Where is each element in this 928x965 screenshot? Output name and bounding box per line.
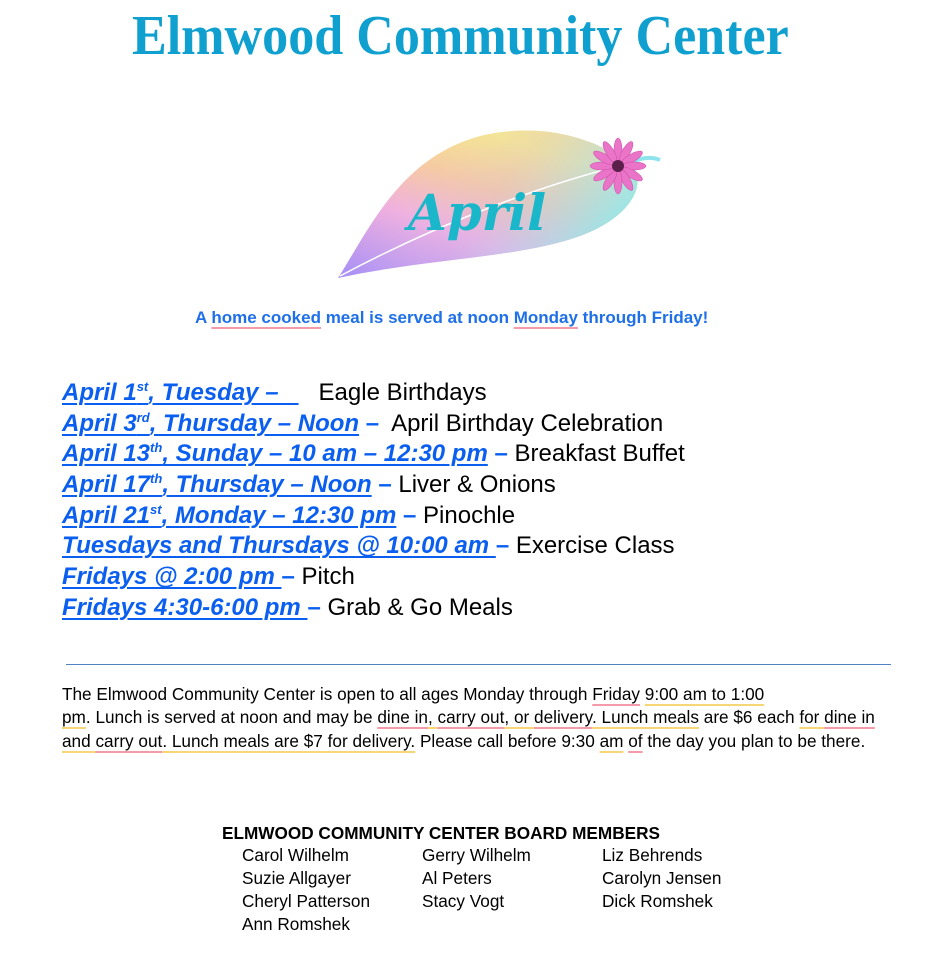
- event-title: Grab & Go Meals: [327, 593, 513, 621]
- event-when: April 1st, Tuesday –: [62, 379, 299, 406]
- event-item: [62, 470, 685, 501]
- event-item: [62, 378, 685, 409]
- board-member: Stacy Vogt: [422, 891, 505, 911]
- tagline-monday: Monday: [513, 308, 578, 327]
- tagline-home-cooked: home cooked: [211, 308, 321, 327]
- board-title: ELMWOOD COMMUNITY CENTER BOARD MEMBERS: [222, 823, 660, 843]
- event-when: Fridays @ 2:00 pm: [62, 563, 282, 591]
- board-member: Liz Behrends: [602, 845, 703, 865]
- event-item: [62, 593, 685, 624]
- event-dash: –: [307, 593, 328, 621]
- event-when: Fridays 4:30-6:00 pm: [62, 593, 308, 621]
- info-paragraph: The Elmwood Community Center is open to all ages Monday through Friday 9:00 am to 1:00 pm. Lunch is served at noon and may be dine in, carry out, or delivery. Lunch meals are $6 each for dine in and carry out. Lunch meals are $7 for delivery. Please call before 9:30 am of the day you plan to be there.: [62, 684, 875, 751]
- board-members-section: [222, 822, 782, 936]
- tagline-text: through Friday!: [577, 308, 709, 327]
- board-member: Al Peters: [422, 868, 492, 888]
- board-member: Suzie Allgayer: [242, 868, 351, 888]
- event-when: April 3rd, Thursday – Noon: [62, 409, 360, 437]
- event-dash: –: [359, 409, 386, 437]
- board-member: Gerry Wilhelm: [422, 845, 531, 865]
- board-member: Ann Romshek: [242, 914, 350, 934]
- event-dash: –: [281, 563, 302, 591]
- event-item: [62, 562, 685, 593]
- tagline-text: meal is served at noon: [320, 308, 514, 327]
- event-dash: –: [487, 440, 515, 468]
- event-item: [62, 439, 685, 470]
- divider: [66, 664, 891, 665]
- event-when: Tuesdays and Thursdays @ 10:00 am: [62, 532, 496, 560]
- event-title: April Birthday Celebration: [385, 409, 664, 437]
- event-when: April 17th, Thursday – Noon: [62, 471, 372, 499]
- april-leaf-banner: [330, 118, 670, 288]
- event-item: [62, 501, 685, 532]
- event-title: Pitch: [301, 563, 355, 591]
- page-title: Elmwood Community Center: [131, 5, 789, 67]
- event-dash: –: [371, 471, 399, 499]
- board-member: Carol Wilhelm: [242, 845, 349, 865]
- board-member: Carolyn Jensen: [602, 868, 722, 888]
- event-dash: –: [495, 532, 516, 560]
- board-member: Dick Romshek: [602, 891, 713, 911]
- event-title: Exercise Class: [515, 532, 675, 560]
- event-title: Eagle Birthdays: [298, 379, 487, 406]
- event-item: [62, 531, 685, 562]
- board-member: Cheryl Patterson: [242, 891, 371, 911]
- april-script-text: April: [408, 183, 547, 242]
- board-members-grid: [242, 844, 782, 936]
- event-list: [62, 378, 685, 624]
- event-title: Breakfast Buffet: [514, 440, 685, 468]
- event-when: April 21st, Monday – 12:30 pm: [62, 501, 397, 529]
- event-dash: –: [396, 501, 424, 529]
- event-title: Pinochle: [423, 501, 516, 529]
- event-when: April 13th, Sunday – 10 am – 12:30 pm: [62, 440, 488, 468]
- event-title: Liver & Onions: [398, 471, 556, 499]
- meal-tagline: [195, 308, 708, 328]
- event-item: [62, 409, 685, 440]
- tagline-text: A: [195, 308, 212, 327]
